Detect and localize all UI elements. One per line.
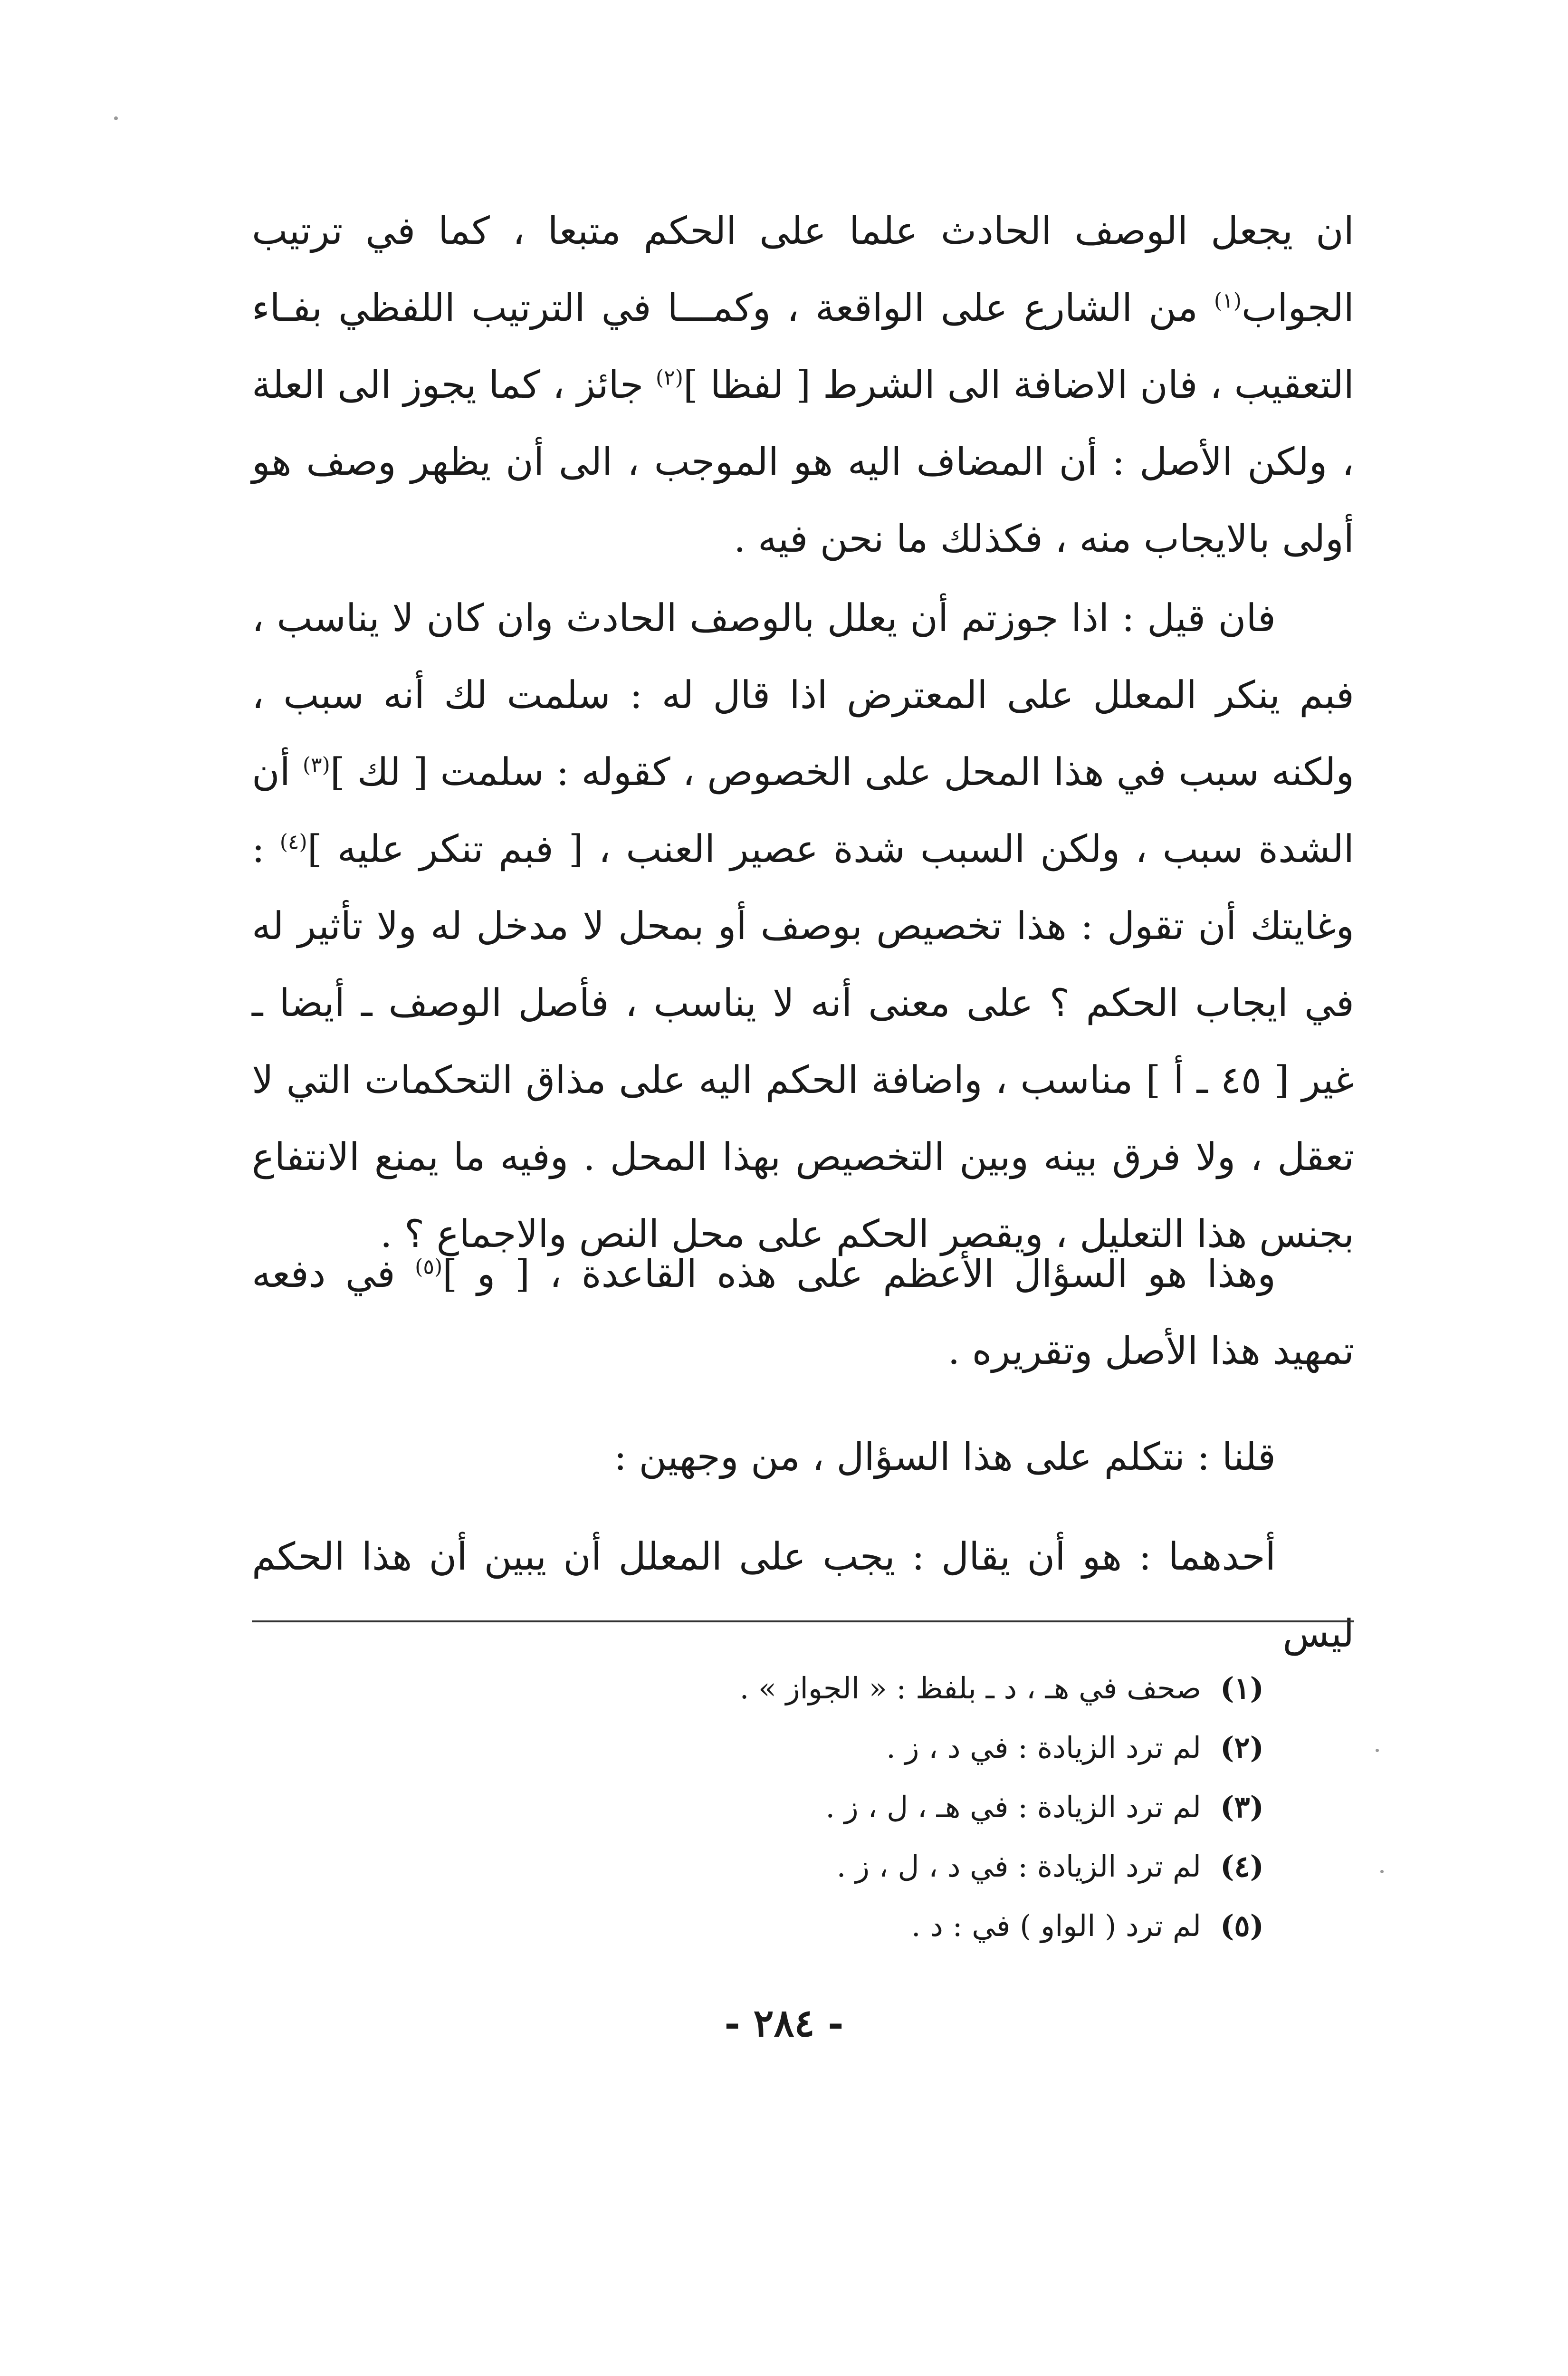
paragraph-1-part-1: ان يجعل الوصف الحادث علما على الحكم متبعا ، كما في ترتيب الجواب [252, 209, 1354, 330]
footnote-text: صحف في هـ ، د ـ بلفظ : « الجواز » . [739, 1671, 1201, 1705]
paragraph-5-text: أحدهما : هو أن يقال : يجب على المعلل أن يبين أن هذا الحكم ليس [252, 1534, 1354, 1656]
footnote-number: (٤) [1220, 1849, 1264, 1884]
paragraph-5 [252, 1518, 1354, 1672]
paragraph-1 [252, 192, 1354, 577]
paragraph-2-part-1: فان قيل : اذا جوزتم أن يعلل بالوصف الحادث وان كان لا يناسب ، فبم ينكر المعلل على المعترض اذا قال له : سلمت لك أنه سبب ، ولكنه سبب في هذا المحل على الخصوص ، كقوله : سلمت [ لك ] [252, 596, 1354, 794]
paragraph-2-part-3: : وغايتك أن تقول : هذا تخصيص بوصف أو بمحل لا مدخل له ولا تأثير له في ايجاب الحكم ؟ على معنى أنه لا يناسب ، فأصل الوصف ـ أيضا ـ غير [ ٤٥ ـ أ ] مناسب ، واضافة الحكم اليه على مذاق التحكمات التي لا تعقل ، ولا فرق بينه وبين التخصيص بهذا المحل . وفيه ما يمنع الانتفاع بجنس هذا التعليل ، ويقصر الحكم على محل النص والاجماع ؟ . [252, 827, 1354, 1256]
footnote-number: (٢) [1220, 1730, 1264, 1765]
paragraph-1-part-3: جائز ، كما يجوز الى العلة ، ولكن الأصل : أن المضاف اليه هو الموجب ، الى أن يظهر وصف هو أولى بالايجاب منه ، فكذلك ما نحن فيه . [252, 363, 1354, 561]
paragraph-3 [252, 1236, 1354, 1389]
footnote-number: (٣) [1220, 1790, 1264, 1824]
paragraph-4 [252, 1418, 1354, 1495]
footnote-item [456, 1896, 1264, 1955]
scan-speck [1376, 1749, 1379, 1752]
footnote-ref-3: (٣) [302, 753, 330, 777]
footnote-ref-5: (٥) [415, 1255, 443, 1279]
footnote-item [456, 1658, 1264, 1718]
page-number: - ٢٨٤ - [724, 2001, 844, 2045]
paragraph-2-part-2: أن الشدة سبب ، ولكن السبب شدة عصير العنب ، [ فبم تنكر عليه ] [252, 750, 1354, 871]
paragraph-2 [252, 580, 1354, 1273]
scan-speck [1380, 1870, 1384, 1873]
paragraph-3-part-2: في دفعه تمهيد هذا الأصل وتقريره . [252, 1252, 1354, 1373]
footnote-text: لم ترد الزيادة : في د ، ل ، ز . [836, 1849, 1201, 1884]
footnote-number: (١) [1220, 1671, 1264, 1705]
paragraph-3-part-1: وهذا هو السؤال الأعظم على هذه القاعدة ، [ و ] [442, 1252, 1276, 1296]
footnote-text: لم ترد الزيادة : في هـ ، ل ، ز . [825, 1790, 1201, 1824]
paragraph-4-text: قلنا : نتكلم على هذا السؤال ، من وجهين : [614, 1435, 1276, 1479]
footnote-ref-1: (١) [1214, 288, 1242, 313]
footnote-divider [252, 1620, 1354, 1622]
footnote-ref-2: (٢) [655, 365, 683, 390]
scan-speck [114, 116, 118, 120]
footnote-number: (٥) [1220, 1908, 1264, 1943]
footnotes [456, 1658, 1264, 1955]
footnote-item [456, 1777, 1264, 1837]
footnote-item [456, 1837, 1264, 1896]
paragraph-1-part-2: من الشارع على الواقعة ، وكمـــا في الترتيب اللفظي بفـاء التعقيب ، فان الاضافة الى الشرط [ لفظا ] [252, 286, 1354, 407]
footnote-item [456, 1718, 1264, 1777]
footnote-ref-4: (٤) [279, 830, 307, 854]
footnote-text: لم ترد ( الواو ) في : د . [911, 1908, 1201, 1943]
footnote-text: لم ترد الزيادة : في د ، ز . [886, 1730, 1201, 1765]
